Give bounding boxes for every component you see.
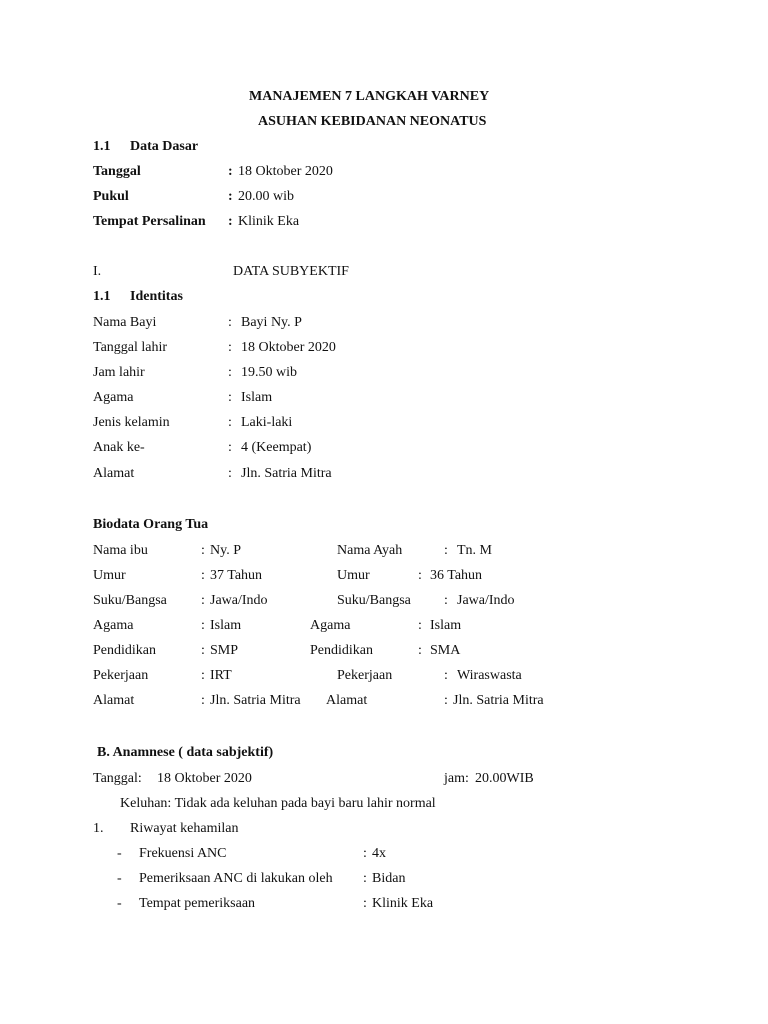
- colon: :: [228, 365, 232, 380]
- father-label: Nama Ayah: [337, 543, 403, 558]
- father-value: 36 Tahun: [430, 568, 483, 583]
- section-heading: DATA SUBYEKTIF: [233, 264, 349, 279]
- mother-label: Pendidikan: [93, 643, 156, 658]
- data-dasar-value: 18 Oktober 2020: [238, 164, 333, 179]
- identitas-label: Alamat: [93, 466, 135, 481]
- riwayat-heading: Riwayat kehamilan: [130, 821, 239, 836]
- colon: :: [201, 643, 205, 658]
- mother-value: Jln. Satria Mitra: [210, 693, 301, 708]
- colon: :: [228, 189, 233, 204]
- colon: :: [228, 440, 232, 455]
- identitas-label: Jenis kelamin: [93, 415, 170, 430]
- mother-label: Alamat: [93, 693, 135, 708]
- colon: :: [363, 846, 367, 861]
- anamnese-time-label: jam:: [444, 771, 469, 786]
- colon: :: [363, 896, 367, 911]
- mother-label: Suku/Bangsa: [93, 593, 167, 608]
- father-label: Umur: [337, 568, 370, 583]
- keluhan-text: Keluhan: Tidak ada keluhan pada bayi baru lahir normal: [120, 796, 436, 811]
- identitas-value: 4 (Keempat): [241, 440, 312, 455]
- riwayat-item-label: Tempat pemeriksaan: [139, 896, 256, 911]
- mother-value: SMP: [210, 643, 239, 658]
- document-title: MANAJEMEN 7 LANGKAH VARNEY: [249, 89, 490, 104]
- identitas-label: Jam lahir: [93, 365, 145, 380]
- colon: :: [363, 871, 367, 886]
- identitas-label: Tanggal lahir: [93, 340, 168, 355]
- colon: :: [418, 643, 422, 658]
- mother-label: Agama: [93, 618, 134, 633]
- identitas-value: 19.50 wib: [241, 365, 297, 380]
- father-label: Agama: [310, 618, 351, 633]
- identitas-value: 18 Oktober 2020: [241, 340, 336, 355]
- father-value: Tn. M: [457, 543, 492, 558]
- colon: :: [201, 593, 205, 608]
- colon: :: [201, 693, 205, 708]
- identitas-heading: Identitas: [130, 289, 183, 304]
- riwayat-item-value: Bidan: [372, 871, 406, 886]
- colon: :: [444, 593, 448, 608]
- identitas-label: Agama: [93, 390, 134, 405]
- mother-value: Islam: [210, 618, 242, 633]
- colon: :: [418, 568, 422, 583]
- data-dasar-value: Klinik Eka: [238, 214, 300, 229]
- identitas-value: Jln. Satria Mitra: [241, 466, 332, 481]
- father-value: SMA: [430, 643, 461, 658]
- father-value: Jln. Satria Mitra: [453, 693, 544, 708]
- colon: :: [418, 618, 422, 633]
- father-value: Wiraswasta: [457, 668, 522, 683]
- identitas-number: 1.1: [93, 289, 111, 304]
- father-value: Islam: [430, 618, 462, 633]
- father-label: Alamat: [326, 693, 368, 708]
- mother-label: Nama ibu: [93, 543, 148, 558]
- data-dasar-label: Pukul: [93, 189, 129, 204]
- father-label: Pekerjaan: [337, 668, 393, 683]
- identitas-value: Laki-laki: [241, 415, 293, 430]
- bullet-dash: -: [117, 846, 122, 861]
- data-dasar-label: Tanggal: [93, 164, 141, 179]
- colon: :: [201, 568, 205, 583]
- colon: :: [228, 164, 233, 179]
- father-label: Suku/Bangsa: [337, 593, 411, 608]
- riwayat-item-label: Frekuensi ANC: [139, 846, 227, 861]
- anamnese-date-value: 18 Oktober 2020: [157, 771, 252, 786]
- data-dasar-label: Tempat Persalinan: [93, 214, 206, 229]
- anamnese-date-label: Tanggal:: [93, 771, 142, 786]
- father-label: Pendidikan: [310, 643, 373, 658]
- riwayat-item-value: 4x: [372, 846, 386, 861]
- data-dasar-heading: Data Dasar: [130, 139, 199, 154]
- colon: :: [201, 668, 205, 683]
- section-number: I.: [93, 264, 102, 279]
- data-dasar-value: 20.00 wib: [238, 189, 294, 204]
- mother-value: Jawa/Indo: [210, 593, 268, 608]
- mother-value: 37 Tahun: [210, 568, 263, 583]
- anamnese-heading: B. Anamnese ( data sabjektif): [97, 745, 274, 760]
- bullet-dash: -: [117, 896, 122, 911]
- mother-value: IRT: [210, 668, 232, 683]
- colon: :: [228, 315, 232, 330]
- document-subtitle: ASUHAN KEBIDANAN NEONATUS: [258, 114, 487, 129]
- riwayat-number: 1.: [93, 821, 104, 836]
- identitas-label: Nama Bayi: [93, 315, 157, 330]
- data-dasar-number: 1.1: [93, 139, 111, 154]
- biodata-heading: Biodata Orang Tua: [93, 517, 209, 532]
- colon: :: [228, 390, 232, 405]
- colon: :: [228, 466, 232, 481]
- identitas-value: Islam: [241, 390, 273, 405]
- colon: :: [444, 668, 448, 683]
- bullet-dash: -: [117, 871, 122, 886]
- colon: :: [444, 543, 448, 558]
- colon: :: [228, 214, 233, 229]
- colon: :: [228, 340, 232, 355]
- colon: :: [444, 693, 448, 708]
- riwayat-item-label: Pemeriksaan ANC di lakukan oleh: [139, 871, 333, 886]
- colon: :: [201, 543, 205, 558]
- colon: :: [228, 415, 232, 430]
- mother-value: Ny. P: [210, 543, 241, 558]
- anamnese-time-value: 20.00WIB: [475, 771, 534, 786]
- father-value: Jawa/Indo: [457, 593, 515, 608]
- identitas-value: Bayi Ny. P: [241, 315, 302, 330]
- identitas-label: Anak ke-: [93, 440, 145, 455]
- colon: :: [201, 618, 205, 633]
- riwayat-item-value: Klinik Eka: [372, 896, 434, 911]
- mother-label: Umur: [93, 568, 126, 583]
- mother-label: Pekerjaan: [93, 668, 149, 683]
